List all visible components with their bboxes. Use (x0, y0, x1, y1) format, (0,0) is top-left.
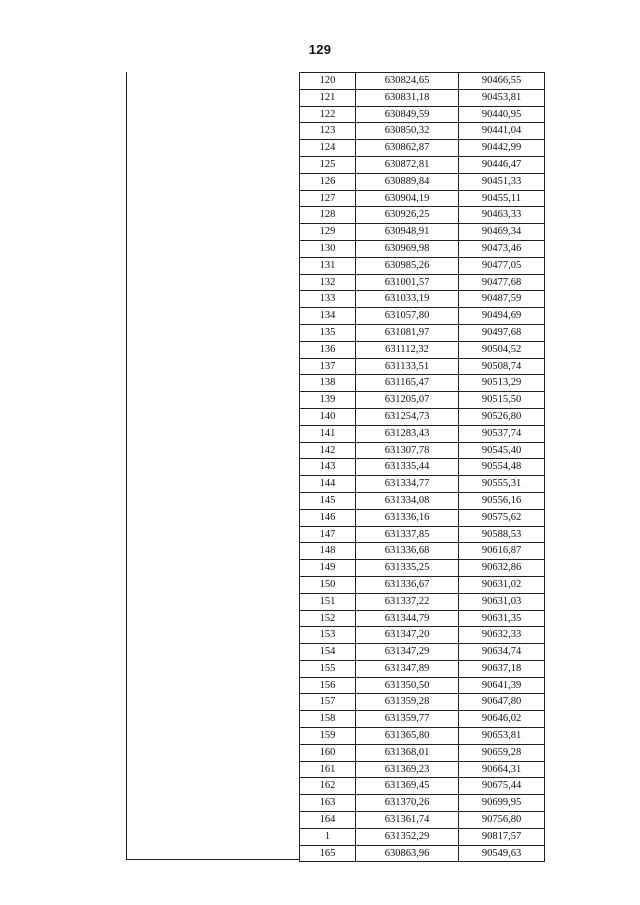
x-coordinate-cell: 631057,80 (356, 308, 459, 325)
y-coordinate-cell: 90451,33 (459, 173, 545, 190)
x-coordinate-cell: 631361,74 (356, 812, 459, 829)
table-row (300, 375, 545, 392)
table-row (300, 156, 545, 173)
y-coordinate-cell: 90555,31 (459, 476, 545, 493)
table-row (300, 576, 545, 593)
x-coordinate-cell: 631344,79 (356, 610, 459, 627)
table-row (300, 526, 545, 543)
x-coordinate-cell: 631133,51 (356, 358, 459, 375)
point-number-cell: 162 (300, 778, 356, 795)
table-row (300, 408, 545, 425)
point-number-cell: 135 (300, 324, 356, 341)
x-coordinate-cell: 631334,77 (356, 476, 459, 493)
table-row (300, 341, 545, 358)
point-number-cell: 129 (300, 224, 356, 241)
x-coordinate-cell: 631165,47 (356, 375, 459, 392)
x-coordinate-cell: 630831,18 (356, 89, 459, 106)
x-coordinate-cell: 631307,78 (356, 442, 459, 459)
point-number-cell: 123 (300, 123, 356, 140)
y-coordinate-cell: 90494,69 (459, 308, 545, 325)
y-coordinate-cell: 90442,99 (459, 140, 545, 157)
point-number-cell: 145 (300, 492, 356, 509)
point-number-cell: 164 (300, 812, 356, 829)
y-coordinate-cell: 90537,74 (459, 425, 545, 442)
y-coordinate-cell: 90469,34 (459, 224, 545, 241)
y-coordinate-cell: 90497,68 (459, 324, 545, 341)
table-row (300, 190, 545, 207)
point-number-cell: 132 (300, 274, 356, 291)
x-coordinate-cell: 631365,80 (356, 728, 459, 745)
x-coordinate-cell: 631254,73 (356, 408, 459, 425)
table-row (300, 492, 545, 509)
table-row (300, 240, 545, 257)
y-coordinate-cell: 90616,87 (459, 543, 545, 560)
table-row (300, 610, 545, 627)
table-row (300, 442, 545, 459)
point-number-cell: 156 (300, 677, 356, 694)
x-coordinate-cell: 631369,23 (356, 761, 459, 778)
table-row (300, 89, 545, 106)
y-coordinate-cell: 90575,62 (459, 509, 545, 526)
y-coordinate-cell: 90446,47 (459, 156, 545, 173)
table-row (300, 711, 545, 728)
x-coordinate-cell: 631001,57 (356, 274, 459, 291)
left-column-cell (126, 72, 299, 860)
y-coordinate-cell: 90632,33 (459, 627, 545, 644)
point-number-cell: 127 (300, 190, 356, 207)
table-row (300, 257, 545, 274)
x-coordinate-cell: 631352,29 (356, 828, 459, 845)
x-coordinate-cell: 630904,19 (356, 190, 459, 207)
x-coordinate-cell: 631335,44 (356, 459, 459, 476)
y-coordinate-cell: 90653,81 (459, 728, 545, 745)
point-number-cell: 154 (300, 644, 356, 661)
y-coordinate-cell: 90817,57 (459, 828, 545, 845)
x-coordinate-cell: 631334,08 (356, 492, 459, 509)
y-coordinate-cell: 90504,52 (459, 341, 545, 358)
y-coordinate-cell: 90556,16 (459, 492, 545, 509)
x-coordinate-cell: 630850,32 (356, 123, 459, 140)
table-row (300, 73, 545, 90)
point-number-cell: 120 (300, 73, 356, 90)
point-number-cell: 152 (300, 610, 356, 627)
table-row (300, 543, 545, 560)
table-row (300, 140, 545, 157)
point-number-cell: 122 (300, 106, 356, 123)
y-coordinate-cell: 90441,04 (459, 123, 545, 140)
x-coordinate-cell: 630889,84 (356, 173, 459, 190)
point-number-cell: 149 (300, 560, 356, 577)
x-coordinate-cell: 630872,81 (356, 156, 459, 173)
x-coordinate-cell: 630969,98 (356, 240, 459, 257)
y-coordinate-cell: 90659,28 (459, 744, 545, 761)
y-coordinate-cell: 90631,03 (459, 593, 545, 610)
table-row (300, 308, 545, 325)
point-number-cell: 143 (300, 459, 356, 476)
x-coordinate-cell: 630948,91 (356, 224, 459, 241)
point-number-cell: 146 (300, 509, 356, 526)
point-number-cell: 153 (300, 627, 356, 644)
y-coordinate-cell: 90508,74 (459, 358, 545, 375)
x-coordinate-cell: 630824,65 (356, 73, 459, 90)
x-coordinate-cell: 631369,45 (356, 778, 459, 795)
y-coordinate-cell: 90515,50 (459, 392, 545, 409)
table-row (300, 795, 545, 812)
y-coordinate-cell: 90631,35 (459, 610, 545, 627)
point-number-cell: 121 (300, 89, 356, 106)
x-coordinate-cell: 631347,89 (356, 660, 459, 677)
y-coordinate-cell: 90513,29 (459, 375, 545, 392)
table-row (300, 560, 545, 577)
x-coordinate-cell: 631112,32 (356, 341, 459, 358)
table-row (300, 845, 545, 862)
x-coordinate-cell: 631359,77 (356, 711, 459, 728)
table-row (300, 224, 545, 241)
table-row (300, 324, 545, 341)
y-coordinate-cell: 90473,46 (459, 240, 545, 257)
y-coordinate-cell: 90545,40 (459, 442, 545, 459)
table-row (300, 358, 545, 375)
point-number-cell: 147 (300, 526, 356, 543)
y-coordinate-cell: 90756,80 (459, 812, 545, 829)
table-row (300, 459, 545, 476)
table-row (300, 627, 545, 644)
point-number-cell: 139 (300, 392, 356, 409)
y-coordinate-cell: 90487,59 (459, 291, 545, 308)
table-row (300, 761, 545, 778)
point-number-cell: 141 (300, 425, 356, 442)
table-row (300, 677, 545, 694)
x-coordinate-cell: 631347,20 (356, 627, 459, 644)
y-coordinate-cell: 90699,95 (459, 795, 545, 812)
coordinates-table-body (300, 73, 545, 862)
table-row (300, 660, 545, 677)
y-coordinate-cell: 90588,53 (459, 526, 545, 543)
table-row (300, 291, 545, 308)
point-number-cell: 163 (300, 795, 356, 812)
x-coordinate-cell: 631081,97 (356, 324, 459, 341)
point-number-cell: 160 (300, 744, 356, 761)
y-coordinate-cell: 90632,86 (459, 560, 545, 577)
point-number-cell: 133 (300, 291, 356, 308)
table-row (300, 173, 545, 190)
table-row (300, 778, 545, 795)
table-row (300, 694, 545, 711)
point-number-cell: 151 (300, 593, 356, 610)
point-number-cell: 137 (300, 358, 356, 375)
table-row (300, 425, 545, 442)
point-number-cell: 125 (300, 156, 356, 173)
y-coordinate-cell: 90554,48 (459, 459, 545, 476)
x-coordinate-cell: 631283,43 (356, 425, 459, 442)
table-row (300, 728, 545, 745)
table-row (300, 812, 545, 829)
y-coordinate-cell: 90477,68 (459, 274, 545, 291)
point-number-cell: 144 (300, 476, 356, 493)
table-row (300, 828, 545, 845)
point-number-cell: 136 (300, 341, 356, 358)
table-row (300, 744, 545, 761)
x-coordinate-cell: 631347,29 (356, 644, 459, 661)
x-coordinate-cell: 631336,67 (356, 576, 459, 593)
x-coordinate-cell: 631033,19 (356, 291, 459, 308)
table-row (300, 207, 545, 224)
y-coordinate-cell: 90549,63 (459, 845, 545, 862)
y-coordinate-cell: 90646,02 (459, 711, 545, 728)
point-number-cell: 142 (300, 442, 356, 459)
table-row (300, 476, 545, 493)
point-number-cell: 165 (300, 845, 356, 862)
table-row (300, 644, 545, 661)
y-coordinate-cell: 90634,74 (459, 644, 545, 661)
y-coordinate-cell: 90453,81 (459, 89, 545, 106)
x-coordinate-cell: 630985,26 (356, 257, 459, 274)
y-coordinate-cell: 90631,02 (459, 576, 545, 593)
point-number-cell: 158 (300, 711, 356, 728)
y-coordinate-cell: 90664,31 (459, 761, 545, 778)
y-coordinate-cell: 90526,80 (459, 408, 545, 425)
x-coordinate-cell: 631350,50 (356, 677, 459, 694)
table-row (300, 509, 545, 526)
y-coordinate-cell: 90675,44 (459, 778, 545, 795)
point-number-cell: 140 (300, 408, 356, 425)
x-coordinate-cell: 631336,16 (356, 509, 459, 526)
x-coordinate-cell: 631335,25 (356, 560, 459, 577)
page-number: 129 (308, 42, 332, 57)
point-number-cell: 138 (300, 375, 356, 392)
point-number-cell: 148 (300, 543, 356, 560)
table-row (300, 106, 545, 123)
point-number-cell: 134 (300, 308, 356, 325)
x-coordinate-cell: 631370,26 (356, 795, 459, 812)
point-number-cell: 157 (300, 694, 356, 711)
x-coordinate-cell: 631337,85 (356, 526, 459, 543)
point-number-cell: 155 (300, 660, 356, 677)
table-row (300, 274, 545, 291)
x-coordinate-cell: 631359,28 (356, 694, 459, 711)
x-coordinate-cell: 630862,87 (356, 140, 459, 157)
x-coordinate-cell: 631336,68 (356, 543, 459, 560)
x-coordinate-cell: 630849,59 (356, 106, 459, 123)
coordinates-table (299, 72, 545, 862)
table-row (300, 392, 545, 409)
y-coordinate-cell: 90463,33 (459, 207, 545, 224)
y-coordinate-cell: 90647,80 (459, 694, 545, 711)
y-coordinate-cell: 90641,39 (459, 677, 545, 694)
point-number-cell: 161 (300, 761, 356, 778)
y-coordinate-cell: 90466,55 (459, 73, 545, 90)
point-number-cell: 130 (300, 240, 356, 257)
point-number-cell: 128 (300, 207, 356, 224)
x-coordinate-cell: 630926,25 (356, 207, 459, 224)
x-coordinate-cell: 631368,01 (356, 744, 459, 761)
y-coordinate-cell: 90477,05 (459, 257, 545, 274)
y-coordinate-cell: 90455,11 (459, 190, 545, 207)
point-number-cell: 126 (300, 173, 356, 190)
y-coordinate-cell: 90637,18 (459, 660, 545, 677)
point-number-cell: 1 (300, 828, 356, 845)
point-number-cell: 159 (300, 728, 356, 745)
point-number-cell: 150 (300, 576, 356, 593)
point-number-cell: 131 (300, 257, 356, 274)
x-coordinate-cell: 631337,22 (356, 593, 459, 610)
x-coordinate-cell: 630863,96 (356, 845, 459, 862)
y-coordinate-cell: 90440,95 (459, 106, 545, 123)
point-number-cell: 124 (300, 140, 356, 157)
table-row (300, 593, 545, 610)
x-coordinate-cell: 631205,07 (356, 392, 459, 409)
table-row (300, 123, 545, 140)
